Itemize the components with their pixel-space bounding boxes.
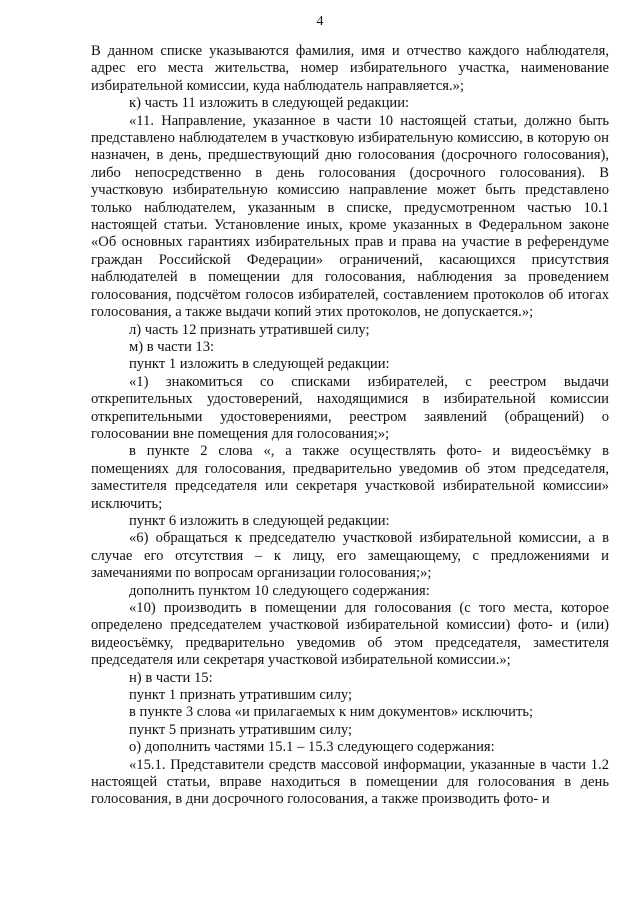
paragraph: л) часть 12 признать утратившей силу; xyxy=(129,321,370,338)
paragraph: дополнить пунктом 10 следующего содержания: xyxy=(129,582,430,599)
paragraph: м) в части 13: xyxy=(129,338,215,355)
body-text xyxy=(91,43,609,809)
paragraph: пункт 5 признать утратившим силу; xyxy=(129,721,353,738)
paragraph: «11. Направление, указанное в части 10 настоящей статьи, должно быть представлено наблюдателем в участковую избирательную комиссию, в которую он назначен, в день, предшествующий дню голосования (досрочного голосования), либо непосредственно в день голосования (досрочного голосования). В участковую избирательную комиссию направление может быть представлено только наблюдателем, указанным в списке, предусмотренном частью 10.1 настоящей статьи. Установление иных, кроме указанных в Федеральном законе «Об основных гарантиях избирательных прав и права на участие в референдуме граждан Российской Федерации» ограничений, касающихся присутствия наблюдателей в помещении для голосования, наблюдения за проведением голосования, подсчётом голосов избирателей, составлением протоколов об итогах голосования, а также выдачи копий этих протоколов, не допускается.»; xyxy=(91,112,609,321)
paragraph: пункт 6 изложить в следующей редакции: xyxy=(129,512,390,529)
paragraph: пункт 1 признать утратившим силу; xyxy=(129,687,353,704)
paragraph: «15.1. Представители средств массовой информации, указанные в части 1.2 настоящей статьи, вправе находиться в помещении для голосования в день голосования, в дни досрочного голосования, а также производить фото- и xyxy=(91,756,609,808)
paragraph: В данном списке указываются фамилия, имя и отчество каждого наблюдателя, адрес его места жительства, номер избирательного участка, наименование избирательной комиссии, куда наблюдатель направляется.»; xyxy=(91,43,609,94)
paragraph: к) часть 11 изложить в следующей редакции: xyxy=(129,95,410,112)
paragraph: в пункте 2 слова «, а также осуществлять фото- и видеосъёмку в помещениях для голосования, предварительно уведомив об этом председателя, заместителя председателя или секретаря участковой избирательной комиссии» исключить; xyxy=(91,443,609,512)
paragraph: в пункте 3 слова «и прилагаемых к ним документов» исключить; xyxy=(129,704,534,721)
paragraph: н) в части 15: xyxy=(129,669,213,686)
paragraph: пункт 1 изложить в следующей редакции: xyxy=(129,356,390,373)
paragraph: «6) обращаться к председателю участковой избирательной комиссии, а в случае его отсутствия – к лицу, его замещающему, с предложениями и замечаниями по вопросам организации голосования;»; xyxy=(91,530,609,582)
paragraph: «1) знакомиться со списками избирателей, с реестром выдачи открепительных удостоверений, находящимися в избирательной комиссии открепительными удостоверениями, реестром заявлений (обращений) о голосовании вне помещения для голосования;»; xyxy=(91,373,609,442)
paragraph: о) дополнить частями 15.1 – 15.3 следующего содержания: xyxy=(129,739,495,756)
paragraph: «10) производить в помещении для голосования (с того места, которое определено председателем участковой избирательной комиссии) фото- и (или) видеосъёмку, предварительно уведомив об этом председателя, заместителя председателя или секретаря участковой избирательной комиссии.»; xyxy=(91,600,609,669)
page-number: 4 xyxy=(316,14,324,29)
